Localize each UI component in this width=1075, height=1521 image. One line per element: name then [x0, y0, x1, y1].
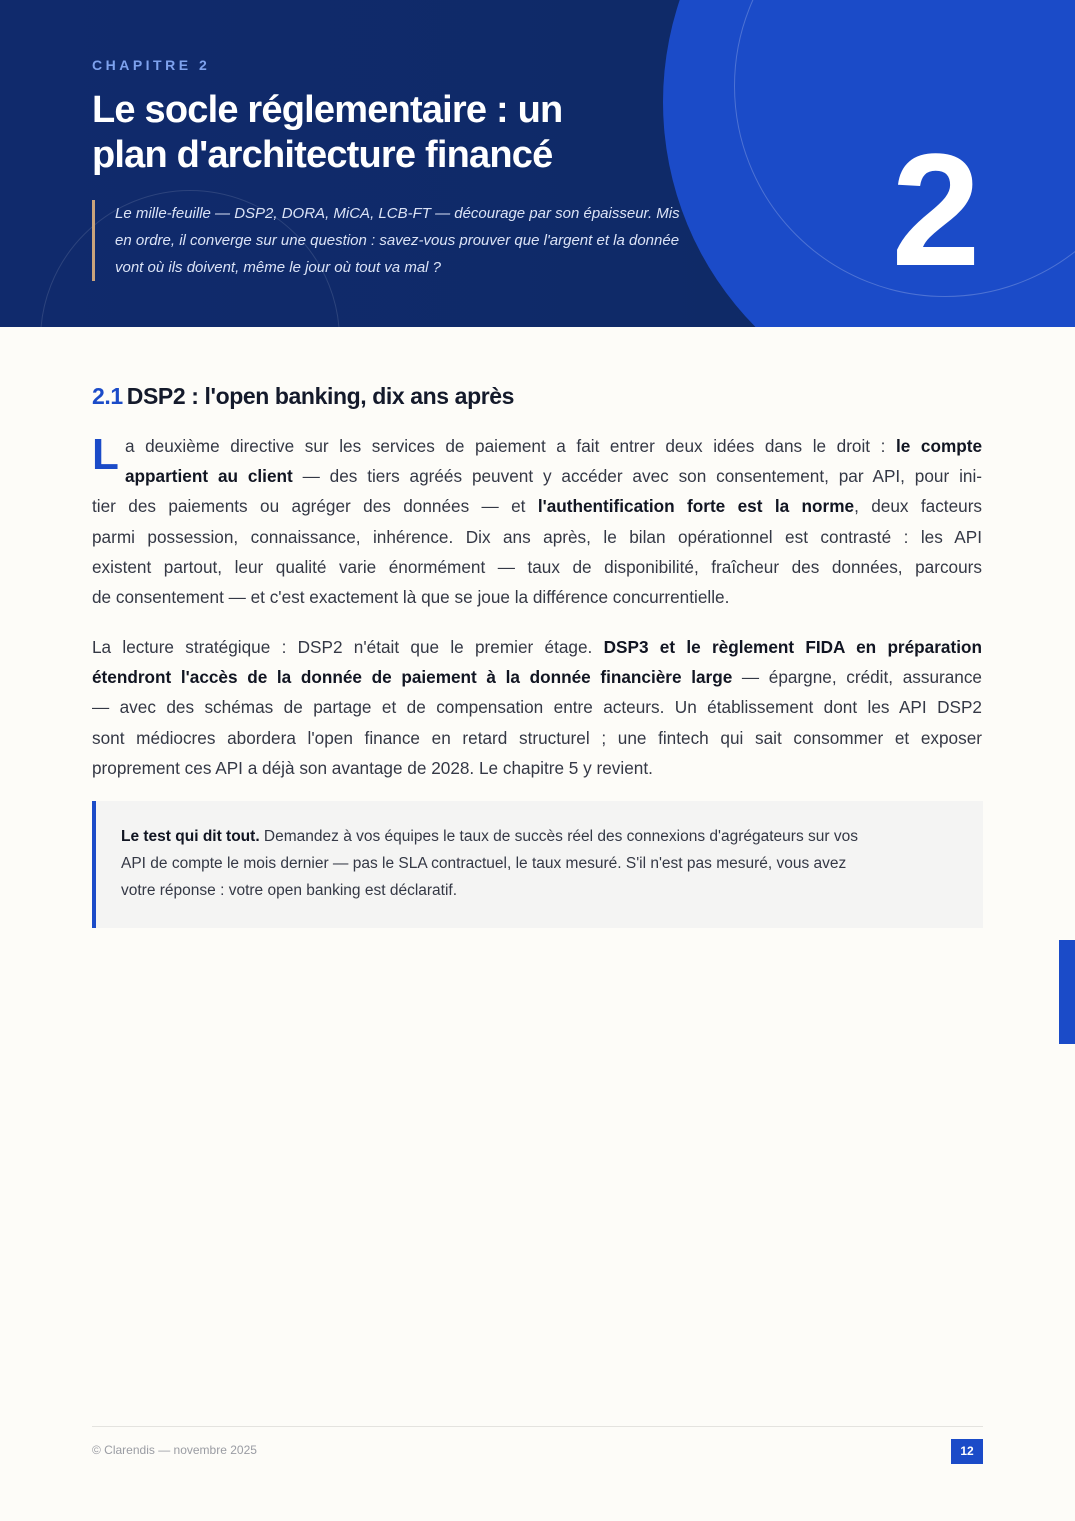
lede-line: Le mille-feuille — DSP2, DORA, MiCA, LCB-FT — décourage par son épaisseur. Mis	[115, 205, 680, 222]
bold-phrase: DSP3 et le règlement FIDA en préparation	[603, 637, 982, 657]
chapter-lede	[92, 200, 742, 281]
page-number-badge: 12	[951, 1439, 983, 1464]
drop-cap: L	[92, 430, 119, 479]
bold-phrase: étendront l'accès de la donnée de paiement à la donnée financière large	[92, 667, 733, 688]
paragraph-line: tier des paiements ou agréger des données — et l'authentification forte est la norme, deux facteurs	[92, 496, 982, 517]
chapter-number: 2	[891, 120, 981, 299]
paragraph-line: parmi possession, connaissance, inhérence. Dix ans après, le bilan opérationnel est contrasté : les API	[92, 526, 982, 547]
paragraph-line: a deuxième directive sur les services de paiement a fait entrer deux idées dans le droit : le compte	[125, 436, 982, 456]
chapter-title-line: plan d'architecture financé	[92, 134, 553, 176]
paragraph-line: existent partout, leur qualité varie énormément — taux de disponibilité, fraîcheur des données, parcours	[92, 556, 982, 577]
bold-phrase: l'authentification forte est la norme	[537, 496, 855, 517]
body-paragraph	[92, 632, 982, 783]
callout-line: API de compte le mois dernier — pas le SLA contractuel, le taux mesuré. S'il n'est pas mesuré, vous avez	[121, 855, 847, 872]
footer-copyright: © Clarendis — novembre 2025	[92, 1443, 257, 1457]
paragraph-line: appartient au client — des tiers agréés peuvent y accéder avec son consentement, par API, pour ini-	[125, 466, 982, 487]
paragraph-line: proprement ces API a déjà son avantage de 2028. Le chapitre 5 y revient.	[92, 757, 653, 778]
paragraph-line: étendront l'accès de la donnée de paiement à la donnée financière large — épargne, crédit, assurance	[92, 667, 982, 688]
chapter-title-line: Le socle réglementaire : un	[92, 89, 563, 131]
lede-line: en ordre, il converge sur une question : savez-vous prouver que l'argent et la donnée	[115, 232, 680, 249]
paragraph-line: sont médiocres abordera l'open finance en retard structurel ; une fintech qui sait consommer et exposer	[92, 727, 982, 748]
lede-line: vont où ils doivent, même le jour où tout va mal ?	[115, 259, 442, 276]
callout-line: Le test qui dit tout. Demandez à vos équipes le taux de succès réel des connexions d'agrégateurs sur vos	[121, 828, 858, 845]
bold-phrase: appartient au client	[125, 466, 293, 487]
footer-divider	[92, 1426, 983, 1427]
chapter-title	[92, 88, 652, 178]
paragraph-line: La lecture stratégique : DSP2 n'était que le premier étage. DSP3 et le règlement FIDA en préparation	[92, 637, 982, 657]
chapter-header	[0, 0, 1075, 327]
bold-phrase: le compte	[895, 436, 982, 456]
callout-lead: Le test qui dit tout.	[121, 828, 260, 845]
body-paragraph	[92, 431, 982, 612]
callout-box	[92, 801, 983, 928]
paragraph-line: — avec des schémas de partage et de compensation entre acteurs. Un établissement dont les API DSP2	[92, 697, 982, 718]
chapter-eyebrow: CHAPITRE 2	[92, 57, 211, 73]
section-title: DSP2 : l'open banking, dix ans après	[126, 383, 515, 409]
section-heading	[92, 383, 514, 410]
paragraph-line: de consentement — et c'est exactement là que se joue la différence concurrentielle.	[92, 586, 730, 607]
callout-line: votre réponse : votre open banking est déclaratif.	[121, 882, 458, 899]
chapter-side-tab	[1059, 940, 1075, 1044]
section-number: 2.1	[92, 383, 123, 409]
